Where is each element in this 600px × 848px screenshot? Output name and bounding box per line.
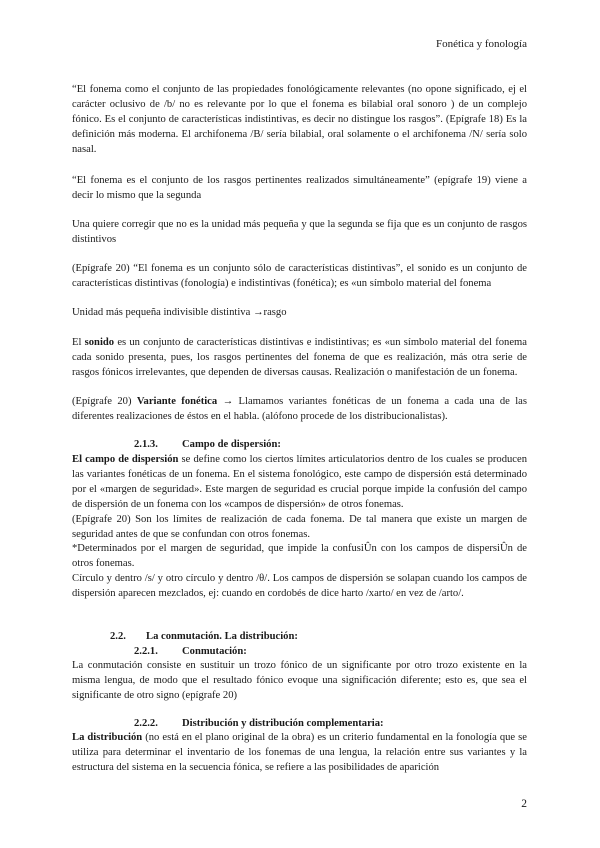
paragraph-conmutacion: La conmutación consiste en sustituir un trozo fónico de un significante por otro trozo existente en la misma lengua, de modo que el resultado fónico evoque una significación diferente; esto es, que sea el significante de otro signo (epígrafe 20) — [72, 660, 527, 701]
paragraph-limites-realizacion: (Epígrafe 20) Son los límites de realización de cada fonema. De tal manera que existe un margen de seguridad antes de que se confundan con otros fonemas. — [72, 514, 527, 540]
paragraph-campo-dispersion — [72, 453, 527, 513]
paragraph-rasgo: Unidad más pequeña indivisible distintiva →rasgo — [72, 307, 287, 318]
paragraph-epigrafe-20: (Epígrafe 20) “El fonema es un conjunto sólo de características distintivas”, el sonido es un conjunto de características distintivas (fonología) e indistintivas (fonética); es «un símbolo material del fonema — [72, 263, 527, 289]
paragraph-margen-seguridad: *Determinados por el margen de seguridad, que impide la confusiÛn con los campos de dispersiÛn de otros fonemas. — [72, 543, 527, 569]
section-number: 2.1.3. — [134, 439, 158, 450]
text-run: (no está en el plano original de la obra) es un criterio fundamental en la fonología que se utiliza para determinar el inventario de los fonemas de una lengua, la relación entre sus variantes y la estructura del sistema en la secuencia fónica, se refiere a las posibilidades de aparición — [72, 732, 527, 773]
section-title: Distribución y distribución complementaria: — [182, 718, 384, 729]
paragraph-correction: Una quiere corregir que no es la unidad más pequeña y que la segunda se fija que es un conjunto de rasgos distintivos — [72, 219, 527, 245]
paragraph-fonema-definition-1: “El fonema como el conjunto de las propiedades fonológicamente relevantes (no opone significado, ej el carácter oclusivo de /b/ no es relevante por lo que el fonema es bilabial oral sonoro ) de un complejo fónico. Es el conjunto de características indistintivas, es decir no distingue los rasgos”. (Epígrafe 18) Es la definición más moderna. El archifonema /B/ sería bilabial, oral solamente o el archifonema /N/ sería solo nasal. — [72, 84, 527, 155]
section-heading-2-2-2 — [134, 717, 514, 732]
section-number: 2.2.1. — [134, 646, 158, 657]
section-title: Conmutación: — [182, 646, 247, 657]
paragraph-sonido — [72, 336, 527, 381]
term-variante-fonetica: Variante fonética — [136, 396, 218, 407]
term-sonido: sonido — [84, 337, 115, 348]
paragraph-fonema-definition-2: “El fonema es el conjunto de los rasgos pertinentes realizados simultáneamente” (epígrafe 19) viene a decir lo mismo que la segunda — [72, 175, 527, 201]
running-header: Fonética y fonología — [435, 38, 527, 50]
section-title: Campo de dispersión: — [182, 439, 281, 450]
paragraph-circulo: Círculo y dentro /s/ y otro círculo y dentro /θ/. Los campos de dispersión se solapan cuando los campos de dispersión aparecen mezclados, ej: cuando en cordobés de dice harto /xarto/ en vez de /arto/. — [72, 573, 527, 599]
text-run: se define como los ciertos límites articulatorios dentro de los cuales se producen las variantes fonéticas de un fonema. En el sistema fonológico, este campo de dispersión está determinado por el «margen de seguridad». Este margen de seguridad es crucial porque impide la confusión del campo de dispersión de un fonema con los «campos de dispersión» de otros fonemas. — [72, 454, 527, 510]
text-run: (Epígrafe 20) — [72, 396, 137, 407]
text-run: → Llamamos variantes fonéticas de un fonema a cada una de las diferentes realizaciones de éstos en el habla. (alófono procede de los distribucionalistas). — [72, 396, 528, 422]
term-distribucion: La distribución — [72, 732, 143, 743]
section-title: La conmutación. La distribución: — [146, 631, 298, 642]
section-heading-2-2-1 — [134, 645, 514, 660]
text-run: El — [72, 337, 85, 348]
page-number: 2 — [521, 798, 527, 810]
section-heading-2-2 — [110, 630, 510, 645]
section-number: 2.2.2. — [134, 718, 158, 729]
paragraph-distribucion — [72, 731, 527, 776]
text-run: es un conjunto de características distintivas e indistintivas; es «un símbolo material del fonema cada sonido presenta, pues, los rasgos pertinentes del fonema de que es realización, más otra serie de rasgos fónicos irrelevantes, que dependen de diversas causas. Realización o manifestación de un fonema. — [72, 337, 527, 378]
section-heading-2-1-3 — [134, 438, 514, 453]
term-campo-dispersion: El campo de dispersión — [72, 454, 179, 465]
section-number: 2.2. — [110, 631, 126, 642]
paragraph-variante-fonetica — [72, 395, 527, 425]
